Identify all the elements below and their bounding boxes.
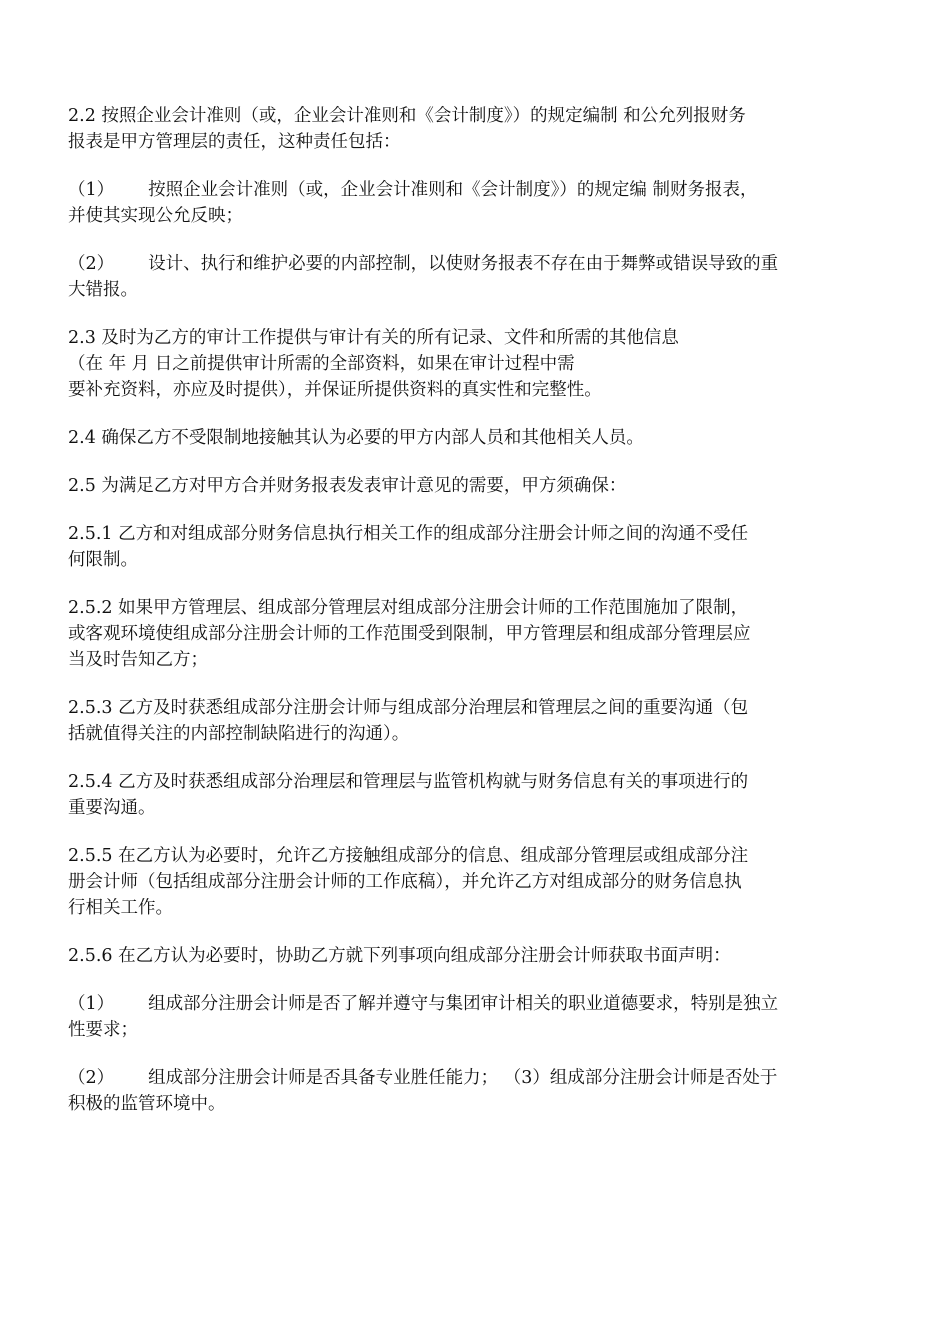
text-line: 何限制。 (68, 550, 138, 570)
text-line: 性要求； (68, 1020, 138, 1040)
text-line: 2.3 及时为乙方的审计工作提供与审计有关的所有记录、文件和所需的其他信息 (68, 328, 679, 348)
clause-2-3 (68, 325, 890, 403)
text-line: 组成部分注册会计师是否了解并遵守与集团审计相关的职业道德要求，特别是独立 (148, 994, 779, 1014)
clause-2-5-3 (68, 695, 890, 747)
clause-2-2-item-2 (68, 251, 890, 303)
clause-2-2-item-1 (68, 177, 890, 229)
text-line: 积极的监管环境中。 (68, 1094, 226, 1114)
text-line: 报表是甲方管理层的责任，这种责任包括： (68, 132, 401, 152)
clause-2-5 (68, 473, 890, 499)
text-line: （在 年 月 日之前提供审计所需的全部资料，如果在审计过程中需 (68, 354, 575, 374)
clause-2-5-6-item-1 (68, 991, 890, 1043)
text-line: 重要沟通。 (68, 798, 156, 818)
text-line: 2.5.3 乙方及时获悉组成部分注册会计师与组成部分治理层和管理层之间的重要沟通（包 (68, 698, 749, 718)
clause-2-2 (68, 103, 890, 155)
text-line: 大错报。 (68, 280, 138, 300)
item-number: （1） (68, 180, 115, 200)
text-line: 2.5.6 在乙方认为必要时，协助乙方就下列事项向组成部分注册会计师获取书面声明： (68, 946, 731, 966)
clause-2-5-4 (68, 769, 890, 821)
text-line: 2.5 为满足乙方对甲方合并财务报表发表审计意见的需要，甲方须确保： (68, 476, 627, 496)
text-line: 2.4 确保乙方不受限制地接触其认为必要的甲方内部人员和其他相关人员。 (68, 428, 644, 448)
text-line: 按照企业会计准则（或，企业会计准则和《会计制度》）的规定编 制财务报表， (148, 180, 758, 200)
clause-2-4 (68, 425, 890, 451)
text-line: 2.5.2 如果甲方管理层、组成部分管理层对组成部分注册会计师的工作范围施加了限制， (68, 598, 749, 618)
item-number: （1） (68, 994, 115, 1014)
text-line: 2.2 按照企业会计准则（或，企业会计准则和《会计制度》）的规定编制 和公允列报财务 (68, 106, 746, 126)
text-line: 行相关工作。 (68, 898, 173, 918)
clause-2-5-6-item-2 (68, 1065, 890, 1117)
text-line: 设计、执行和维护必要的内部控制，以使财务报表不存在由于舞弊或错误导致的重 (148, 254, 779, 274)
clause-2-5-5 (68, 843, 890, 921)
item-number: （2） (68, 254, 115, 274)
item-number: （2） (68, 1068, 115, 1088)
clause-2-5-2 (68, 595, 890, 673)
clause-2-5-6 (68, 943, 890, 969)
text-line: 括就值得关注的内部控制缺陷进行的沟通）。 (68, 724, 410, 744)
text-line: 当及时告知乙方； (68, 650, 208, 670)
clause-2-5-1 (68, 521, 890, 573)
text-line: 2.5.5 在乙方认为必要时，允许乙方接触组成部分的信息、组成部分管理层或组成部分注 (68, 846, 749, 866)
text-line: 组成部分注册会计师是否具备专业胜任能力； （3）组成部分注册会计师是否处于 (148, 1068, 778, 1088)
text-line: 册会计师（包括组成部分注册会计师的工作底稿），并允许乙方对组成部分的财务信息执 (68, 872, 742, 892)
text-line: 2.5.4 乙方及时获悉组成部分治理层和管理层与监管机构就与财务信息有关的事项进行的 (68, 772, 749, 792)
text-line: 2.5.1 乙方和对组成部分财务信息执行相关工作的组成部分注册会计师之间的沟通不受任 (68, 524, 749, 544)
text-line: 要补充资料，亦应及时提供），并保证所提供资料的真实性和完整性。 (68, 380, 602, 400)
text-line: 并使其实现公允反映； (68, 206, 243, 226)
text-line: 或客观环境使组成部分注册会计师的工作范围受到限制，甲方管理层和组成部分管理层应 (68, 624, 751, 644)
